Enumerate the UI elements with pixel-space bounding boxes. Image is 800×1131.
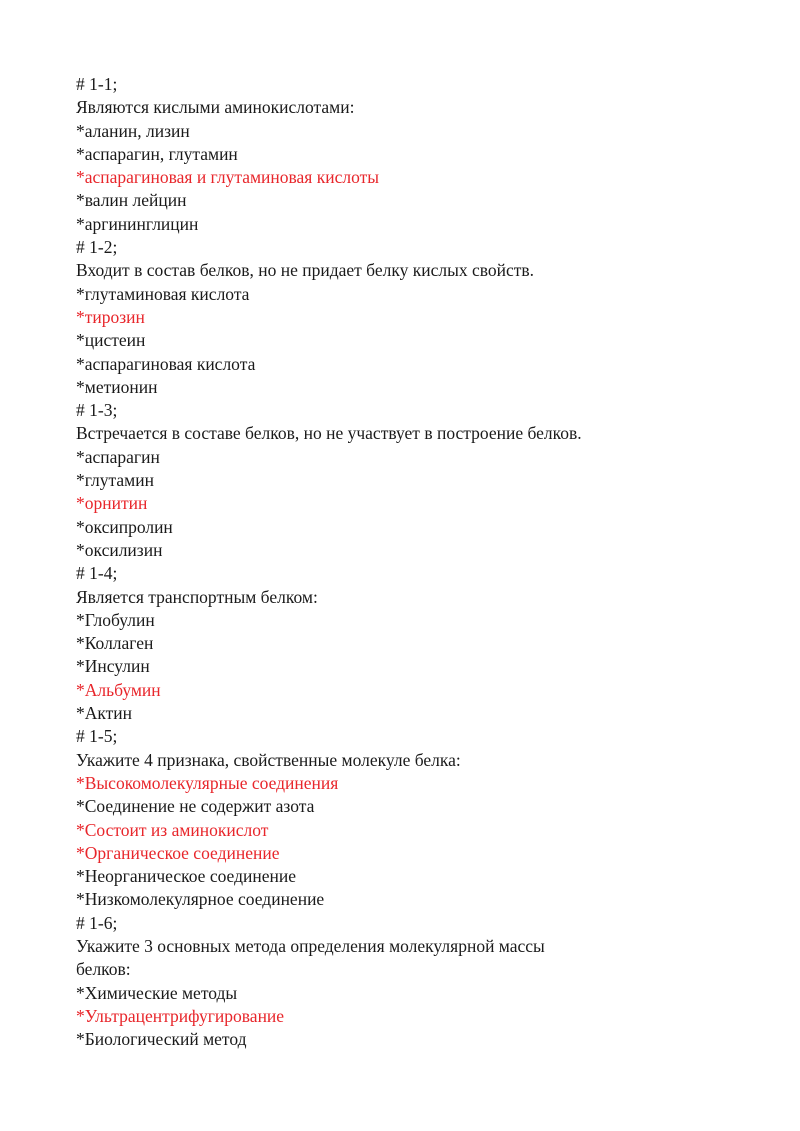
question-text: Является транспортным белком: xyxy=(76,586,318,607)
answer-option-correct: *Состоит из аминокислот xyxy=(76,819,269,840)
answer-option: *цистеин xyxy=(76,330,146,351)
answer-option: *аргининглицин xyxy=(76,213,199,234)
answer-option-correct: *Ультрацентрифугирование xyxy=(76,1005,285,1026)
answer-option: *Соединение не содержит азота xyxy=(76,796,315,817)
question-number: # 1-3; xyxy=(76,400,118,421)
answer-option: *аспарагин xyxy=(76,446,160,467)
question-text: Укажите 4 признака, свойственные молекуле белка: xyxy=(76,749,461,770)
question-1-1 xyxy=(76,73,736,236)
answer-option: *Биологический метод xyxy=(76,1029,247,1050)
question-number: # 1-2; xyxy=(76,237,118,258)
answer-option: *Коллаген xyxy=(76,633,154,654)
question-text: Являются кислыми аминокислотами: xyxy=(76,97,355,118)
question-1-3 xyxy=(76,399,736,562)
answer-option: *Актин xyxy=(76,703,133,724)
question-number: # 1-6; xyxy=(76,912,118,933)
answer-option: *Инсулин xyxy=(76,656,150,677)
answer-option-correct: *Высокомолекулярные соединения xyxy=(76,772,339,793)
question-1-2 xyxy=(76,236,736,399)
answer-option: *аспарагин, глутамин xyxy=(76,143,238,164)
answer-option: *Низкомолекулярное соединение xyxy=(76,889,325,910)
question-number: # 1-1; xyxy=(76,74,118,94)
answer-option: *оксипролин xyxy=(76,516,173,537)
answer-option: *Химические методы xyxy=(76,982,238,1003)
answer-option: *глутаминовая кислота xyxy=(76,283,250,304)
question-text: Входит в состав белков, но не придает белку кислых свойств. xyxy=(76,260,535,281)
answer-option-correct: *Органическое соединение xyxy=(76,842,280,863)
question-text: Встречается в составе белков, но не участвует в построение белков. xyxy=(76,423,582,444)
answer-option-correct: *аспарагиновая и глутаминовая кислоты xyxy=(76,167,380,188)
answer-option: *Неорганическое соединение xyxy=(76,866,296,887)
answer-option: *метионин xyxy=(76,376,158,397)
answer-option: *оксилизин xyxy=(76,539,163,560)
answer-option: *глутамин xyxy=(76,470,154,491)
answer-option-correct: *тирозин xyxy=(76,306,145,327)
question-1-5 xyxy=(76,725,736,911)
question-1-6 xyxy=(76,912,736,1052)
answer-option-correct: *Альбумин xyxy=(76,679,161,700)
document-page xyxy=(76,73,736,1051)
answer-option: *аланин, лизин xyxy=(76,120,190,141)
question-number: # 1-4; xyxy=(76,563,118,584)
answer-option-correct: *орнитин xyxy=(76,493,148,514)
answer-option: *аспарагиновая кислота xyxy=(76,353,256,374)
answer-option: *Глобулин xyxy=(76,609,155,630)
answer-option: *валин лейцин xyxy=(76,190,187,211)
question-1-4 xyxy=(76,562,736,725)
question-number: # 1-5; xyxy=(76,726,118,747)
question-text: Укажите 3 основных метода определения молекулярной массы белков: xyxy=(76,935,545,980)
